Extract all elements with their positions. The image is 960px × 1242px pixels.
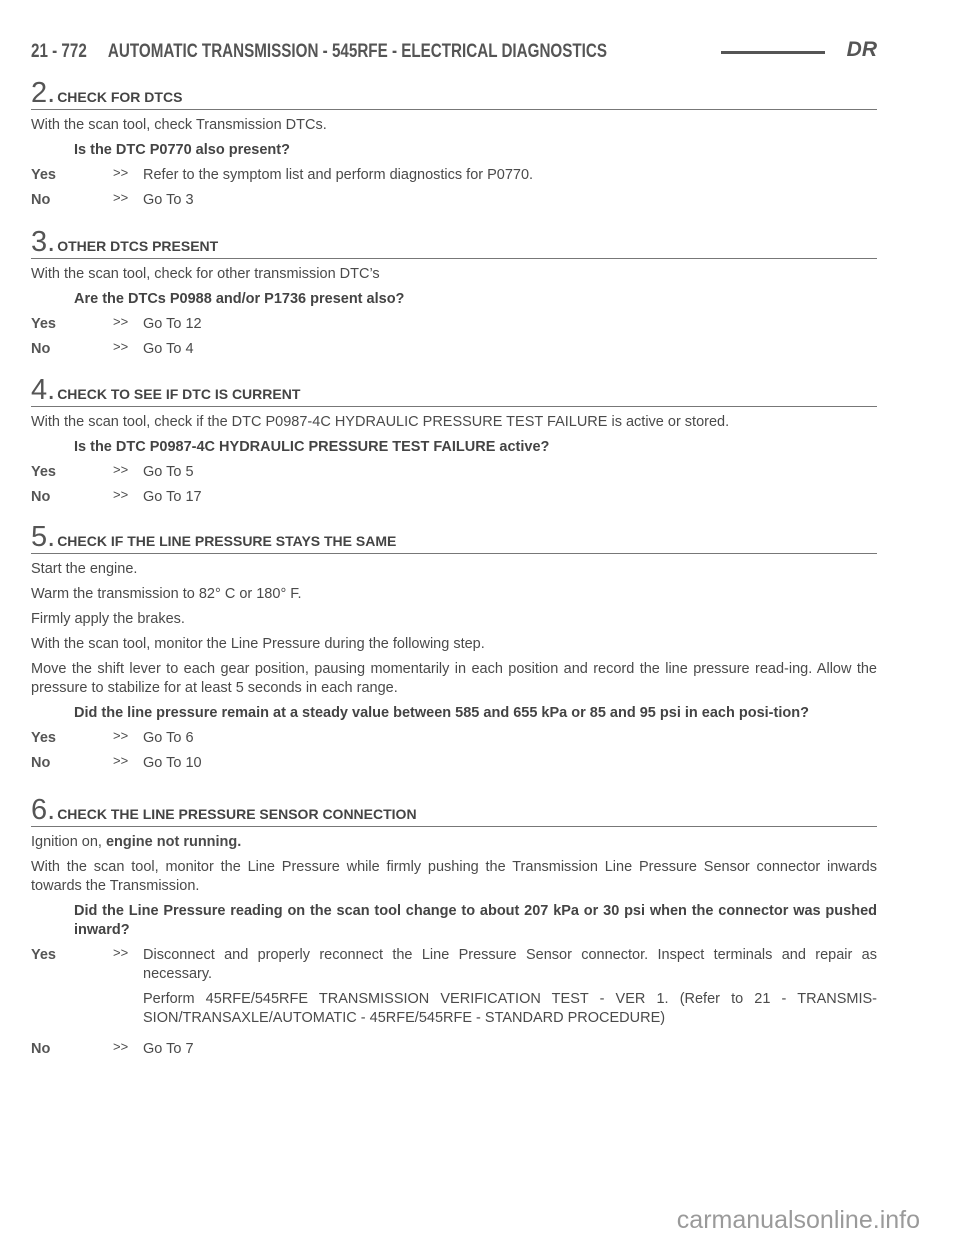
answer-label: Yes bbox=[31, 947, 56, 963]
answer-text bbox=[143, 946, 877, 1034]
instruction-text: Ignition on, bbox=[31, 834, 102, 850]
instruction: Firmly apply the brakes. bbox=[31, 611, 185, 627]
arrow-icon: >> bbox=[113, 314, 129, 329]
page-number: 21 - 772 bbox=[31, 41, 87, 62]
arrow-icon: >> bbox=[113, 165, 129, 180]
question: Is the DTC P0987-4C HYDRAULIC PRESSURE TEST FAILURE active? bbox=[74, 439, 550, 455]
model-code: DR bbox=[846, 38, 877, 61]
answer-yes bbox=[31, 315, 877, 334]
answer-text: Go To 17 bbox=[143, 489, 202, 505]
instruction: With the scan tool, check Transmission DTCs. bbox=[31, 117, 327, 133]
question: Did the line pressure remain at a steady value between 585 and 655 kPa or 85 and 95 psi in each posi-tion? bbox=[74, 705, 809, 721]
step-number: 4. bbox=[31, 374, 56, 406]
step-title: CHECK THE LINE PRESSURE SENSOR CONNECTION bbox=[57, 806, 417, 822]
answer-yes bbox=[31, 946, 877, 1034]
section-6 bbox=[31, 794, 877, 1065]
answer-no bbox=[31, 340, 877, 359]
step-title: CHECK FOR DTCS bbox=[57, 89, 183, 105]
answer-no bbox=[31, 488, 877, 507]
answer-label: No bbox=[31, 341, 51, 357]
question: Is the DTC P0770 also present? bbox=[74, 142, 290, 158]
section-4 bbox=[31, 374, 877, 513]
header-title: AUTOMATIC TRANSMISSION - 545RFE - ELECTRICAL DIAGNOSTICS bbox=[107, 41, 608, 62]
step-number: 2. bbox=[31, 77, 56, 109]
answer-text: Refer to the symptom list and perform diagnostics for P0770. bbox=[143, 167, 534, 183]
instruction: Move the shift lever to each gear position, pausing momentarily in each position and record the line pressure read-ing. Allow the pressure to stabilize for at least 5 seconds in each range. bbox=[31, 661, 877, 696]
instruction: With the scan tool, monitor the Line Pressure during the following step. bbox=[31, 636, 485, 652]
instruction-emphasis: engine not running. bbox=[105, 834, 242, 850]
answer-text-line: Disconnect and properly reconnect the Line Pressure Sensor connector. Inspect terminals and repair as necessary. bbox=[143, 947, 877, 982]
answer-text: Go To 12 bbox=[143, 316, 202, 332]
answer-label: Yes bbox=[31, 316, 56, 332]
answer-label: Yes bbox=[31, 167, 56, 183]
question: Are the DTCs P0988 and/or P1736 present also? bbox=[74, 291, 405, 307]
answer-yes bbox=[31, 463, 877, 482]
arrow-icon: >> bbox=[113, 339, 129, 354]
answer-yes bbox=[31, 166, 877, 185]
answer-label: No bbox=[31, 192, 51, 208]
section-2 bbox=[31, 77, 877, 216]
instruction: With the scan tool, monitor the Line Pressure while firmly pushing the Transmission Line Pressure Sensor connector inwards towards the Transmission. bbox=[31, 859, 877, 894]
answer-no bbox=[31, 1040, 877, 1059]
arrow-icon: >> bbox=[113, 487, 129, 502]
arrow-icon: >> bbox=[113, 945, 129, 960]
answer-text: Go To 4 bbox=[143, 341, 194, 357]
watermark: carmanualsonline.info bbox=[676, 1206, 920, 1234]
answer-no bbox=[31, 191, 877, 210]
arrow-icon: >> bbox=[113, 728, 129, 743]
instruction bbox=[31, 833, 877, 852]
arrow-icon: >> bbox=[113, 462, 129, 477]
answer-label: No bbox=[31, 489, 51, 505]
answer-text: Go To 10 bbox=[143, 755, 202, 771]
answer-text: Go To 6 bbox=[143, 730, 194, 746]
step-number: 3. bbox=[31, 226, 56, 258]
instruction: With the scan tool, check if the DTC P0987-4C HYDRAULIC PRESSURE TEST FAILURE is active or stored. bbox=[31, 414, 730, 430]
header-rule bbox=[721, 51, 825, 54]
step-number: 6. bbox=[31, 794, 56, 826]
step-title: OTHER DTCS PRESENT bbox=[57, 238, 219, 254]
question: Did the Line Pressure reading on the scan tool change to about 207 kPa or 30 psi when the connector was pushed inward? bbox=[74, 903, 877, 938]
answer-label: Yes bbox=[31, 730, 56, 746]
step-title: CHECK TO SEE IF DTC IS CURRENT bbox=[57, 386, 301, 402]
section-3 bbox=[31, 226, 877, 365]
answer-text-line: Perform 45RFE/545RFE TRANSMISSION VERIFICATION TEST - VER 1. (Refer to 21 - TRANSMIS-SION/TRANSAXLE/AUTOMATIC - 45RFE/545RFE - STANDARD PROCEDURE) bbox=[143, 991, 877, 1026]
answer-label: No bbox=[31, 1041, 51, 1057]
section-5 bbox=[31, 521, 877, 779]
answer-text: Go To 3 bbox=[143, 192, 194, 208]
instruction: Warm the transmission to 82° C or 180° F. bbox=[31, 586, 302, 602]
step-title: CHECK IF THE LINE PRESSURE STAYS THE SAME bbox=[57, 533, 397, 549]
answer-label: Yes bbox=[31, 464, 56, 480]
answer-text: Go To 7 bbox=[143, 1041, 194, 1057]
answer-text: Go To 5 bbox=[143, 464, 194, 480]
page-header bbox=[31, 38, 877, 66]
arrow-icon: >> bbox=[113, 190, 129, 205]
instruction: With the scan tool, check for other transmission DTC’s bbox=[31, 266, 380, 282]
arrow-icon: >> bbox=[113, 753, 129, 768]
answer-label: No bbox=[31, 755, 51, 771]
answer-yes bbox=[31, 729, 877, 748]
instruction: Start the engine. bbox=[31, 561, 138, 577]
arrow-icon: >> bbox=[113, 1039, 129, 1054]
step-number: 5. bbox=[31, 521, 56, 553]
answer-no bbox=[31, 754, 877, 773]
